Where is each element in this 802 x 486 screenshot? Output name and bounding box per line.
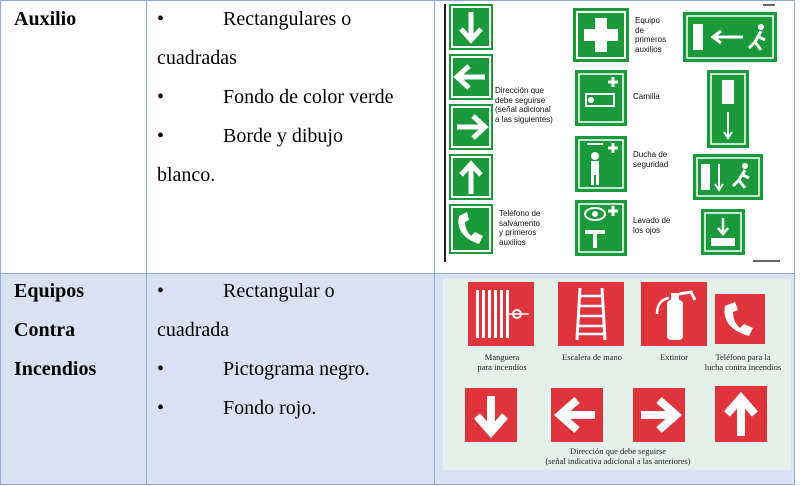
- bullet-dot: •: [157, 125, 165, 147]
- bullet-text: Pictograma negro.: [223, 358, 370, 380]
- label-line: seguridad: [633, 159, 669, 169]
- label-camilla: Camilla: [633, 92, 660, 101]
- bullet-text: Fondo rojo.: [223, 397, 317, 419]
- first-aid-kit-sign: [573, 8, 629, 62]
- bullet-text-continued: cuadradas: [157, 47, 237, 69]
- bullet-text-continued: blanco.: [157, 164, 216, 186]
- fire-arrow-down-sign: [465, 388, 517, 442]
- row-title-line: Auxilio: [14, 8, 77, 30]
- fire-arrow-up-sign: [715, 386, 767, 442]
- row-title-line: Incendios: [14, 358, 97, 380]
- bullet-dot: •: [157, 8, 165, 30]
- label-line: auxilios: [499, 237, 526, 247]
- label-line: Teléfono de: [499, 209, 541, 218]
- label-line: auxilios: [635, 44, 662, 54]
- label-line: Dirección que: [495, 86, 544, 95]
- bullet-item: [157, 272, 429, 350]
- exit-direction-sign: [683, 12, 777, 62]
- emergency-phone-sign: [449, 204, 493, 254]
- bullet-item: [157, 350, 429, 389]
- first-aid-signs-figure: [443, 4, 780, 262]
- arrow-left-sign: [449, 54, 493, 100]
- label-line: Ducha de: [633, 150, 668, 159]
- label-line: de: [635, 25, 644, 35]
- row-title-auxilio: [14, 0, 76, 39]
- exit-down-sign: [707, 70, 749, 148]
- table-col-divider-1: [146, 0, 147, 485]
- extinguisher-sign: [641, 282, 707, 346]
- label-line: lucha contra incendios: [704, 362, 782, 372]
- label-manguera: [459, 352, 545, 372]
- row-title-line: Contra: [14, 319, 76, 341]
- label-equipo: [635, 16, 666, 54]
- arrow-right-sign: [449, 104, 493, 150]
- table-col-divider-2: [434, 0, 435, 485]
- arrow-down-sign: [449, 4, 493, 50]
- bullet-item: [157, 78, 429, 117]
- label-lavado: [633, 216, 670, 235]
- label-line: a las siguientes): [495, 114, 553, 124]
- bullet-text: Rectangulares o: [223, 8, 352, 30]
- eye-wash-sign: [575, 200, 627, 256]
- bullet-item: [157, 389, 429, 428]
- label-line: Dirección que debe seguirse: [569, 446, 667, 456]
- bullet-list-auxilio: [157, 0, 429, 195]
- label-line: para incendios: [477, 362, 527, 372]
- label-telefono-incendios: [693, 352, 793, 372]
- label-line: los ojos: [633, 225, 661, 235]
- label-line: Equipo: [635, 16, 660, 25]
- fire-arrow-right-sign: [633, 388, 685, 442]
- fire-hose-sign: [468, 282, 534, 346]
- label-line: (señal indicativa adicional a las anteriores): [545, 456, 691, 466]
- table-border-bottom: [0, 484, 795, 485]
- label-ducha: [633, 150, 668, 169]
- label-line: debe seguirse: [495, 95, 546, 105]
- exit-small-down-sign: [701, 209, 745, 255]
- bullet-text-continued: cuadrada: [157, 319, 230, 341]
- label-line: primeros: [635, 35, 667, 44]
- bullet-item: [157, 117, 429, 195]
- image-frame-left: [444, 4, 446, 262]
- bullet-dot: •: [157, 397, 165, 419]
- table-border-left: [0, 0, 1, 485]
- bullet-text: Borde y dibujo: [223, 125, 343, 147]
- stretcher-sign: [575, 70, 627, 126]
- label-escalera: Escalera de mano: [562, 352, 622, 362]
- table-border-right: [794, 0, 795, 485]
- image-frame-bottom: [753, 260, 780, 262]
- fire-arrow-left-sign: [551, 388, 603, 442]
- label-direccion: [495, 86, 553, 124]
- label-telefono-salvamento: [499, 209, 540, 247]
- fire-equipment-signs-image: [443, 278, 791, 470]
- first-aid-signs-image: [443, 4, 780, 262]
- bullet-text: Fondo de color verde: [223, 86, 394, 108]
- label-line: Lavado de: [633, 216, 671, 225]
- image-frame-top: [763, 4, 775, 6]
- bullet-dot: •: [157, 358, 165, 380]
- safety-shower-sign: [575, 136, 627, 192]
- bullet-text: Rectangular o: [223, 280, 335, 302]
- exit-runner-sign: [693, 154, 763, 200]
- fire-equipment-signs-figure: [443, 278, 791, 470]
- arrow-up-sign: [449, 154, 493, 200]
- label-extintor: Extintor: [660, 352, 688, 362]
- fire-phone-sign: [715, 294, 765, 344]
- bullet-dot: •: [157, 86, 165, 108]
- row-title-incendios: [14, 272, 96, 389]
- bullet-dot: •: [157, 280, 165, 302]
- label-line: (señal adicional: [495, 105, 551, 114]
- label-line: y primeros: [499, 228, 537, 237]
- label-line: Manguera: [484, 352, 520, 362]
- label-direccion-incendios: [513, 446, 723, 466]
- bullet-item: [157, 0, 429, 78]
- hand-ladder-sign: [558, 282, 624, 346]
- label-line: salvamento: [499, 218, 540, 228]
- label-line: Teléfono para la: [715, 352, 771, 362]
- bullet-list-incendios: [157, 272, 429, 428]
- row-title-line: Equipos: [14, 280, 85, 302]
